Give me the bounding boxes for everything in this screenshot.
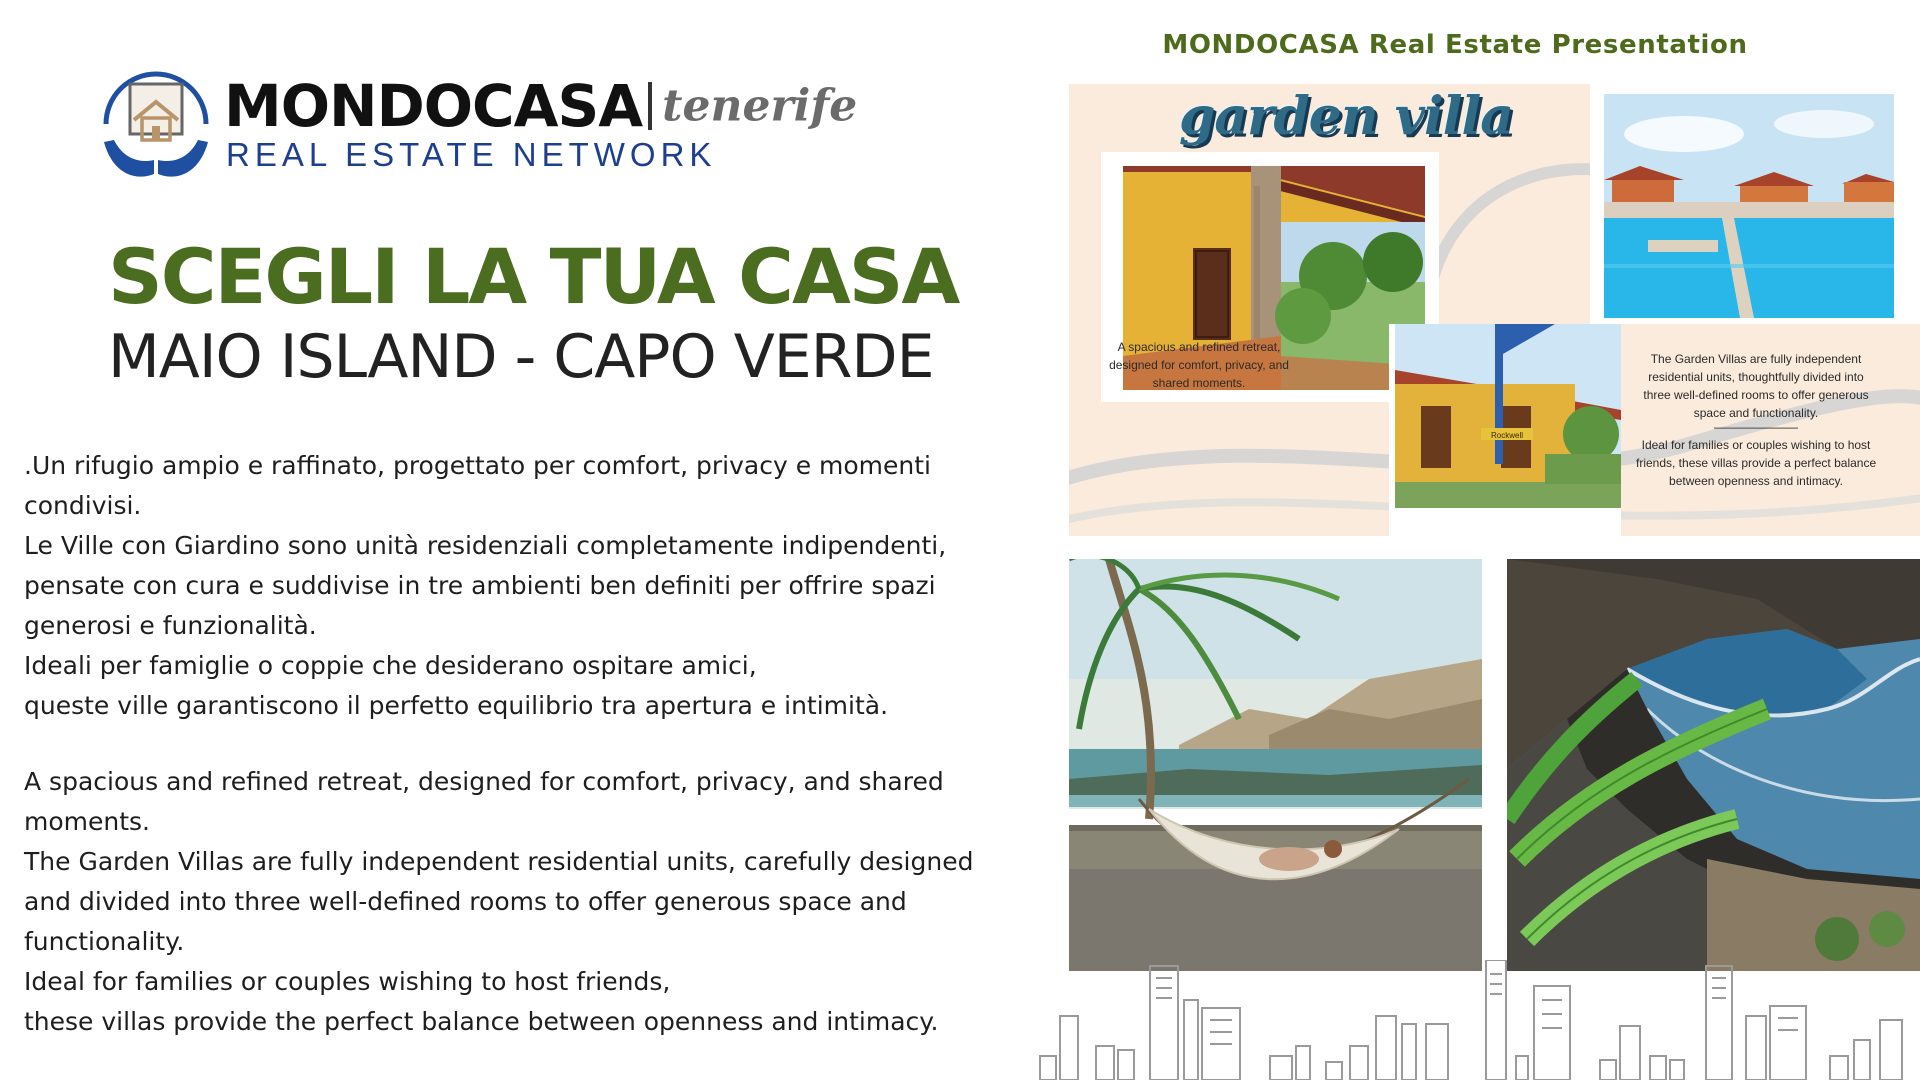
- english-description: [24, 762, 1054, 1042]
- garden-villa-brochure: [1069, 84, 1920, 536]
- english-line: A spacious and refined retreat, designed for comfort, privacy, and shared: [24, 767, 944, 796]
- caption-right: [1636, 350, 1876, 490]
- caption-line: The Garden Villas are fully independent: [1650, 352, 1862, 366]
- veranda-photo-frame: [1389, 324, 1621, 536]
- page-subheadline: MAIO ISLAND - CAPO VERDE: [108, 322, 934, 392]
- italian-line: condivisi.: [24, 491, 142, 520]
- caption-line: between openness and intimacy.: [1669, 474, 1843, 488]
- english-line: functionality.: [24, 927, 185, 956]
- brochure-title: garden villa: [1179, 86, 1513, 147]
- brand-divider: [648, 82, 652, 130]
- pool-photo: [1604, 94, 1894, 318]
- hammock-photo: [1069, 559, 1482, 971]
- italian-line: .Un rifugio ampio e raffinato, progettato per comfort, privacy e momenti: [24, 451, 931, 480]
- sign-text: Rockwell: [1490, 431, 1524, 440]
- caption-line: space and functionality.: [1693, 406, 1819, 420]
- english-line: moments.: [24, 807, 151, 836]
- caption-line: three well-defined rooms to offer generous: [1643, 388, 1869, 402]
- english-line: The Garden Villas are fully independent residential units, carefully designed: [24, 847, 974, 876]
- english-line: Ideal for families or couples wishing to host friends,: [24, 967, 671, 996]
- coastline-photo: [1507, 559, 1920, 971]
- page-headline: SCEGLI LA TUA CASA: [108, 232, 959, 321]
- brand-wordmark: [224, 72, 857, 140]
- italian-line: Ideali per famiglie o coppie che desiderano ospitare amici,: [24, 651, 757, 680]
- city-skyline-icon: [1030, 960, 1920, 1080]
- veranda-photo: [1395, 324, 1621, 508]
- caption-line: residential units, thoughtfully divided into: [1648, 370, 1864, 384]
- mondocasa-logo: [100, 68, 858, 188]
- caption-line: A spacious and refined retreat,: [1117, 340, 1281, 354]
- english-line: these villas provide the perfect balance between openness and intimacy.: [24, 1007, 939, 1036]
- italian-line: Le Ville con Giardino sono unità residenziali completamente indipendenti,: [24, 531, 947, 560]
- coastline-illustration: [1507, 559, 1920, 971]
- brand-tagline: REAL ESTATE NETWORK: [226, 136, 717, 173]
- italian-line: pensate con cura e suddivise in tre ambienti ben definiti per offrire spazi: [24, 571, 936, 600]
- hammock-illustration: [1069, 559, 1482, 971]
- caption-line: ———————: [1714, 420, 1798, 434]
- caption-line: designed for comfort, privacy, and: [1109, 358, 1289, 372]
- italian-line: generosi e funzionalità.: [24, 611, 317, 640]
- caption-line: Ideal for families or couples wishing to host: [1641, 438, 1871, 452]
- pool-photo-frame: [1590, 84, 1920, 324]
- house-hands-logo-icon: [100, 68, 212, 184]
- italian-description: [24, 446, 1054, 726]
- brand-location: tenerife: [662, 80, 858, 132]
- caption-left: [1109, 338, 1289, 392]
- presentation-title: MONDOCASA Real Estate Presentation: [1162, 30, 1748, 60]
- english-line: and divided into three well-defined rooms to offer generous space and: [24, 887, 907, 916]
- italian-line: queste ville garantiscono il perfetto equilibrio tra apertura e intimità.: [24, 691, 889, 720]
- brand-name: MONDOCASA: [224, 72, 643, 140]
- caption-line: friends, these villas provide a perfect balance: [1636, 456, 1877, 470]
- caption-line: shared moments.: [1152, 376, 1246, 390]
